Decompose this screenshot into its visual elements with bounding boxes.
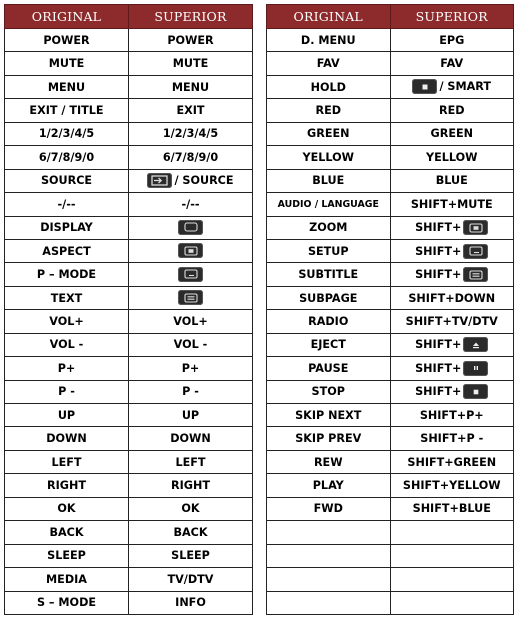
original-key-cell: S – MODE	[5, 591, 129, 614]
original-key-cell: MEDIA	[5, 568, 129, 591]
superior-key-cell	[129, 169, 253, 192]
superior-key-cell: GREEN	[390, 122, 514, 145]
superior-key-cell	[390, 216, 514, 239]
left-mapping-row	[5, 75, 253, 98]
original-key-cell	[267, 544, 391, 567]
right-mapping-row	[267, 450, 514, 473]
original-key-cell: ZOOM	[267, 216, 391, 239]
right-mapping-row	[267, 146, 514, 169]
superior-column-header: SUPERIOR	[390, 5, 514, 29]
superior-key-cell: VOL+	[129, 310, 253, 333]
original-key-cell: GREEN	[267, 122, 391, 145]
left-mapping-row	[5, 193, 253, 216]
aspect-key-icon	[178, 243, 203, 258]
original-column-header: ORIGINAL	[267, 5, 391, 29]
superior-key-cell: UP	[129, 404, 253, 427]
original-key-cell: HOLD	[267, 75, 391, 98]
superior-key-cell: SHIFT+MUTE	[390, 193, 514, 216]
source-input-key-icon	[147, 173, 172, 188]
left-mapping-row	[5, 333, 253, 356]
superior-key-cell	[390, 75, 514, 98]
left-table-header-row	[5, 5, 253, 29]
original-key-cell: STOP	[267, 380, 391, 403]
left-mapping-row	[5, 427, 253, 450]
right-mapping-row	[267, 474, 514, 497]
superior-key-cell: SHIFT+YELLOW	[390, 474, 514, 497]
left-mapping-row	[5, 286, 253, 309]
superior-key-label: SHIFT+	[415, 385, 462, 399]
superior-key-cell: RED	[390, 99, 514, 122]
original-key-cell: PLAY	[267, 474, 391, 497]
original-key-cell: -/--	[5, 193, 129, 216]
right-mapping-row	[267, 286, 514, 309]
superior-key-cell	[129, 239, 253, 262]
superior-key-cell: OK	[129, 497, 253, 520]
superior-key-content	[178, 290, 203, 305]
left-mapping-row	[5, 29, 253, 52]
original-key-cell	[267, 521, 391, 544]
superior-key-cell: TV/DTV	[129, 568, 253, 591]
original-key-cell: FAV	[267, 52, 391, 75]
left-mapping-row	[5, 146, 253, 169]
superior-key-label: / SMART	[439, 80, 492, 94]
superior-key-content	[178, 243, 203, 258]
superior-key-cell: 6/7/8/9/0	[129, 146, 253, 169]
original-key-cell: D. MENU	[267, 29, 391, 52]
superior-key-label: SHIFT+	[415, 361, 462, 375]
superior-key-cell: DOWN	[129, 427, 253, 450]
superior-key-cell: INFO	[129, 591, 253, 614]
superior-key-label: SHIFT+	[415, 338, 462, 352]
original-key-cell: UP	[5, 404, 129, 427]
original-key-cell: EXIT / TITLE	[5, 99, 129, 122]
right-mapping-row	[267, 239, 514, 262]
original-key-cell: SETUP	[267, 239, 391, 262]
left-mapping-row	[5, 216, 253, 239]
left-mapping-row	[5, 450, 253, 473]
original-key-cell: SKIP NEXT	[267, 404, 391, 427]
left-mapping-row	[5, 544, 253, 567]
left-mapping-row	[5, 310, 253, 333]
right-mapping-row	[267, 99, 514, 122]
left-mapping-table	[4, 4, 253, 615]
left-mapping-row	[5, 591, 253, 614]
superior-key-cell: EXIT	[129, 99, 253, 122]
original-key-cell: SOURCE	[5, 169, 129, 192]
superior-key-cell: EPG	[390, 29, 514, 52]
picture-mode-key-icon	[463, 244, 488, 259]
superior-key-cell	[390, 333, 514, 356]
original-key-cell: OK	[5, 497, 129, 520]
superior-key-label: SHIFT+	[415, 221, 462, 235]
original-key-cell: RIGHT	[5, 474, 129, 497]
original-key-cell: AUDIO / LANGUAGE	[267, 193, 391, 216]
right-mapping-row	[267, 75, 514, 98]
left-mapping-row	[5, 521, 253, 544]
original-key-cell: FWD	[267, 497, 391, 520]
superior-key-cell: 1/2/3/4/5	[129, 122, 253, 145]
original-key-cell: DISPLAY	[5, 216, 129, 239]
original-key-cell: YELLOW	[267, 146, 391, 169]
superior-column-header: SUPERIOR	[129, 5, 253, 29]
superior-key-cell	[129, 263, 253, 286]
original-key-cell: SKIP PREV	[267, 427, 391, 450]
original-key-cell: 1/2/3/4/5	[5, 122, 129, 145]
superior-key-content	[412, 79, 491, 94]
left-mapping-row	[5, 404, 253, 427]
right-mapping-row	[267, 404, 514, 427]
superior-key-cell: VOL -	[129, 333, 253, 356]
left-mapping-row	[5, 263, 253, 286]
aspect-key-icon	[463, 220, 488, 235]
original-key-cell: RED	[267, 99, 391, 122]
superior-key-cell	[390, 239, 514, 262]
superior-key-cell: RIGHT	[129, 474, 253, 497]
right-mapping-row	[267, 333, 514, 356]
right-mapping-row	[267, 263, 514, 286]
picture-mode-key-icon	[178, 267, 203, 282]
superior-key-content	[178, 267, 203, 282]
superior-key-cell: MENU	[129, 75, 253, 98]
right-mapping-row	[267, 52, 514, 75]
right-mapping-row	[267, 427, 514, 450]
original-key-cell: LEFT	[5, 450, 129, 473]
right-mapping-row	[267, 357, 514, 380]
original-key-cell	[267, 568, 391, 591]
left-mapping-row	[5, 474, 253, 497]
right-mapping-row	[267, 216, 514, 239]
display-key-icon	[178, 220, 203, 235]
original-key-cell: SLEEP	[5, 544, 129, 567]
left-mapping-row	[5, 52, 253, 75]
original-key-cell: POWER	[5, 29, 129, 52]
original-key-cell: MENU	[5, 75, 129, 98]
original-key-cell: PAUSE	[267, 357, 391, 380]
left-mapping-row	[5, 239, 253, 262]
superior-key-label: SHIFT+	[415, 268, 462, 282]
right-mapping-row	[267, 521, 514, 544]
superior-key-cell: POWER	[129, 29, 253, 52]
superior-key-cell: SHIFT+BLUE	[390, 497, 514, 520]
superior-key-cell: P -	[129, 380, 253, 403]
left-mapping-row	[5, 497, 253, 520]
superior-key-cell: BLUE	[390, 169, 514, 192]
teletext-key-icon	[178, 290, 203, 305]
original-key-cell: P -	[5, 380, 129, 403]
original-key-cell: RADIO	[267, 310, 391, 333]
original-key-cell: EJECT	[267, 333, 391, 356]
superior-key-cell: YELLOW	[390, 146, 514, 169]
superior-key-cell: FAV	[390, 52, 514, 75]
superior-key-content	[178, 220, 203, 235]
superior-key-content	[415, 220, 488, 235]
original-key-cell: P – MODE	[5, 263, 129, 286]
original-key-cell: VOL -	[5, 333, 129, 356]
original-key-cell: ASPECT	[5, 239, 129, 262]
right-mapping-table	[266, 4, 514, 615]
superior-key-cell	[390, 521, 514, 544]
original-key-cell: VOL+	[5, 310, 129, 333]
original-key-cell: REW	[267, 450, 391, 473]
superior-key-cell: BACK	[129, 521, 253, 544]
superior-key-cell: -/--	[129, 193, 253, 216]
superior-key-content	[415, 267, 488, 282]
original-key-cell: 6/7/8/9/0	[5, 146, 129, 169]
superior-key-cell: P+	[129, 357, 253, 380]
left-mapping-row	[5, 122, 253, 145]
left-mapping-row	[5, 169, 253, 192]
right-mapping-row	[267, 169, 514, 192]
smart-key-icon	[412, 79, 437, 94]
superior-key-cell: MUTE	[129, 52, 253, 75]
original-key-cell: SUBTITLE	[267, 263, 391, 286]
superior-key-label: / SOURCE	[174, 173, 234, 187]
right-mapping-row	[267, 380, 514, 403]
superior-key-cell: SHIFT+P -	[390, 427, 514, 450]
superior-key-label: SHIFT+	[415, 244, 462, 258]
original-key-cell: BACK	[5, 521, 129, 544]
superior-key-cell	[129, 216, 253, 239]
superior-key-content	[415, 384, 488, 399]
teletext-key-icon	[463, 267, 488, 282]
superior-key-cell	[390, 380, 514, 403]
right-mapping-row	[267, 544, 514, 567]
left-mapping-row	[5, 380, 253, 403]
superior-key-cell: SLEEP	[129, 544, 253, 567]
superior-key-cell: SHIFT+P+	[390, 404, 514, 427]
original-column-header: ORIGINAL	[5, 5, 129, 29]
superior-key-cell: SHIFT+TV/DTV	[390, 310, 514, 333]
superior-key-cell	[390, 591, 514, 614]
superior-key-cell	[129, 286, 253, 309]
superior-key-cell	[390, 357, 514, 380]
right-mapping-row	[267, 497, 514, 520]
stop-key-icon	[463, 384, 488, 399]
original-key-cell: P+	[5, 357, 129, 380]
superior-key-cell	[390, 544, 514, 567]
superior-key-cell: LEFT	[129, 450, 253, 473]
superior-key-cell: SHIFT+DOWN	[390, 286, 514, 309]
left-mapping-row	[5, 357, 253, 380]
right-mapping-row	[267, 310, 514, 333]
right-mapping-row	[267, 122, 514, 145]
original-key-cell	[267, 591, 391, 614]
right-table-header-row	[267, 5, 514, 29]
right-mapping-row	[267, 591, 514, 614]
right-mapping-row	[267, 193, 514, 216]
original-key-cell: SUBPAGE	[267, 286, 391, 309]
right-mapping-row	[267, 29, 514, 52]
left-mapping-row	[5, 568, 253, 591]
superior-key-content	[415, 337, 488, 352]
original-key-cell: TEXT	[5, 286, 129, 309]
pause-key-icon	[463, 361, 488, 376]
right-mapping-row	[267, 568, 514, 591]
superior-key-cell	[390, 263, 514, 286]
superior-key-content	[415, 361, 488, 376]
superior-key-cell	[390, 568, 514, 591]
original-key-cell: DOWN	[5, 427, 129, 450]
original-key-cell: BLUE	[267, 169, 391, 192]
eject-key-icon	[463, 337, 488, 352]
superior-key-content	[147, 173, 233, 188]
original-key-cell: MUTE	[5, 52, 129, 75]
left-mapping-row	[5, 99, 253, 122]
superior-key-cell: SHIFT+GREEN	[390, 450, 514, 473]
superior-key-content	[415, 244, 488, 259]
